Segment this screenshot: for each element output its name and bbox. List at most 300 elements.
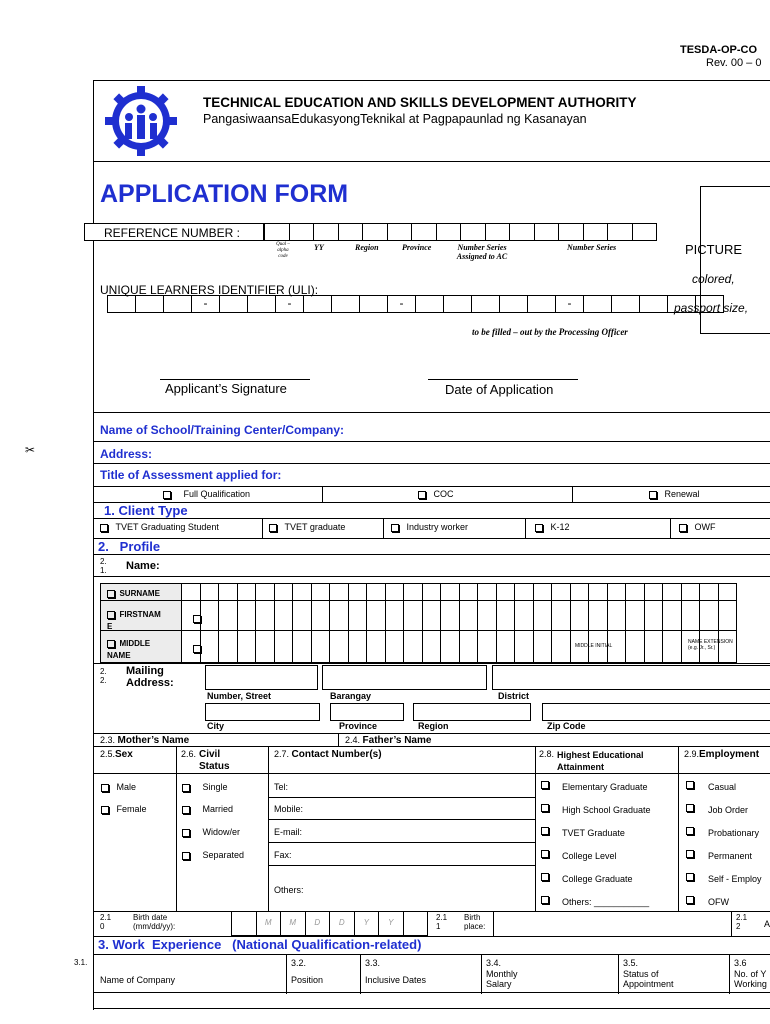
educ-college-grad: College Graduate <box>562 874 633 884</box>
divider <box>383 518 384 538</box>
emp-permanent-checkbox[interactable] <box>686 845 694 863</box>
name-letter-cell[interactable] <box>255 630 275 663</box>
contact-tel[interactable]: Tel: <box>274 782 289 792</box>
name-letter-cell[interactable] <box>274 583 294 601</box>
middlename-text: MIDDLE NAME <box>107 639 151 660</box>
checkbox-icon <box>686 781 694 789</box>
work-col-dates: Inclusive Dates <box>365 975 427 985</box>
birthdate-label: Birth date (mm/dd/yy): <box>133 913 176 931</box>
name-letter-cell[interactable] <box>551 600 571 631</box>
name-letter-cell[interactable] <box>607 600 627 631</box>
name-letter-cell[interactable] <box>440 583 460 601</box>
contact-number: 2.7. <box>274 749 290 759</box>
name-letter-cell[interactable] <box>459 583 479 601</box>
name-letter-cell[interactable] <box>477 583 497 601</box>
work-col-status: Status of Appointment <box>623 969 674 989</box>
name-letter-cell[interactable] <box>625 630 645 663</box>
educ-elementary-checkbox[interactable] <box>541 776 549 794</box>
reference-digit-cell[interactable] <box>534 223 560 241</box>
checkbox-icon <box>182 829 190 837</box>
option-label: TVET graduate <box>284 522 346 532</box>
divider <box>100 630 182 631</box>
name-letter-cell[interactable] <box>348 600 368 631</box>
zip-label: Zip Code <box>547 721 586 731</box>
uli-cells[interactable] <box>108 295 724 313</box>
number-street-field[interactable] <box>205 665 318 690</box>
reference-number-cells[interactable] <box>265 223 657 241</box>
divider <box>93 502 770 503</box>
option-label: OWF <box>694 522 716 532</box>
educ-tvet: TVET Graduate <box>562 828 625 838</box>
uli-digit-cell[interactable] <box>471 295 500 313</box>
emp-ofw-checkbox[interactable] <box>686 891 694 909</box>
uli-digit-cell[interactable]: - <box>275 295 304 313</box>
name-letter-cell[interactable] <box>385 583 405 601</box>
option-label: Full Qualification <box>183 489 251 499</box>
reference-digit-cell[interactable] <box>632 223 658 241</box>
mother-label: Mother’s Name <box>117 735 190 746</box>
reference-digit-cell[interactable] <box>411 223 437 241</box>
name-letter-cell[interactable] <box>403 583 423 601</box>
name-letter-cell[interactable] <box>662 583 682 601</box>
name-letter-cell[interactable] <box>329 600 349 631</box>
uli-digit-cell[interactable] <box>107 295 136 313</box>
name-letter-cell[interactable] <box>551 583 571 601</box>
checkbox-icon <box>182 806 190 814</box>
birthdate-cell[interactable] <box>231 911 257 936</box>
revision: Rev. 00 – 0 <box>706 57 762 69</box>
option-label: Single <box>202 782 228 792</box>
name-letter-cell[interactable] <box>403 600 423 631</box>
reference-digit-cell[interactable] <box>387 223 413 241</box>
uli-digit-cell[interactable] <box>359 295 388 313</box>
name-letter-cell[interactable] <box>496 583 516 601</box>
name-letter-cell[interactable] <box>255 600 275 631</box>
barangay-label: Barangay <box>330 691 372 701</box>
reference-digit-cell[interactable] <box>264 223 290 241</box>
reference-digit-cell[interactable] <box>485 223 511 241</box>
option-coc[interactable] <box>418 489 454 499</box>
checkbox-icon <box>101 784 109 792</box>
option-label: Separated <box>202 850 245 860</box>
mother-number: 2.3. <box>100 735 116 745</box>
name-letter-cell[interactable] <box>718 583 738 601</box>
divider <box>93 518 770 519</box>
emp-probationary-checkbox[interactable] <box>686 822 694 840</box>
checkbox-icon <box>686 850 694 858</box>
reference-digit-cell[interactable] <box>362 223 388 241</box>
name-letter-cell[interactable] <box>625 600 645 631</box>
region-field[interactable] <box>413 703 531 721</box>
firstname-ext-checkbox[interactable] <box>193 610 201 628</box>
reference-digit-cell[interactable] <box>607 223 633 241</box>
name-letter-cell[interactable] <box>644 630 664 663</box>
ref-sublabel-series: Number Series <box>567 243 617 252</box>
name-letter-cell[interactable] <box>625 583 645 601</box>
work-side-number: 3.1. <box>74 958 88 967</box>
name-letter-cell[interactable] <box>588 600 608 631</box>
name-letter-cell[interactable] <box>255 583 275 601</box>
name-letter-cell[interactable] <box>662 630 682 663</box>
option-label: Industry worker <box>406 522 469 532</box>
work-header: 3. Work Experience (National Qualification-related) <box>98 937 422 952</box>
educ-tvet-checkbox[interactable] <box>541 822 549 840</box>
client-owf[interactable] <box>679 522 716 532</box>
emp-joborder: Job Order <box>708 805 749 815</box>
uli-digit-cell[interactable] <box>247 295 276 313</box>
educ-college-level: College Level <box>562 851 617 861</box>
name-letter-cell[interactable] <box>588 583 608 601</box>
name-letter-cell[interactable] <box>477 630 497 663</box>
surname-cells[interactable] <box>182 583 737 601</box>
name-letter-cell[interactable] <box>644 600 664 631</box>
uli-digit-cell[interactable] <box>639 295 668 313</box>
name-letter-cell[interactable] <box>570 600 590 631</box>
checkbox-icon <box>541 873 549 881</box>
checkbox-icon <box>391 524 399 532</box>
name-letter-cell[interactable] <box>274 600 294 631</box>
divider <box>93 773 770 774</box>
contact-mobile[interactable]: Mobile: <box>274 804 304 814</box>
uli-digit-cell[interactable] <box>415 295 444 313</box>
uli-digit-cell[interactable] <box>163 295 192 313</box>
signature-label: Applicant’s Signature <box>165 381 287 396</box>
birthdate-cell[interactable]: D <box>329 911 355 936</box>
name-letter-cell[interactable] <box>514 600 534 631</box>
name-letter-cell[interactable] <box>181 583 201 601</box>
uli-digit-cell[interactable] <box>303 295 332 313</box>
province-label: Province <box>339 721 378 731</box>
name-letter-cell[interactable] <box>200 600 220 631</box>
checkbox-icon <box>193 615 201 623</box>
divider <box>493 911 494 936</box>
reference-digit-cell[interactable] <box>509 223 535 241</box>
scissors-icon: ✂ <box>25 443 36 457</box>
reference-digit-cell[interactable] <box>583 223 609 241</box>
uli-digit-cell[interactable] <box>499 295 528 313</box>
name-letter-cell[interactable] <box>644 583 664 601</box>
ref-sublabel-series-ac: Number Series Assigned to AC <box>456 243 508 261</box>
agency-tagline: PangasiwaansaEdukasyongTeknikal at Pagpapaunlad ng Kasanayan <box>203 112 587 126</box>
uli-label: UNIQUE LEARNERS IDENTIFIER (ULI): <box>100 283 319 297</box>
form-title: APPLICATION FORM <box>100 180 349 208</box>
work-col-position: Position <box>291 975 324 985</box>
sex-number: 2.5. <box>100 749 116 759</box>
date-label: Date of Application <box>445 382 554 397</box>
civil-married[interactable] <box>182 804 233 814</box>
father-name <box>345 735 431 746</box>
civil-number: 2.6. <box>181 749 197 759</box>
name-letter-cell[interactable] <box>440 600 460 631</box>
city-field[interactable] <box>205 703 320 721</box>
contact-label: Contact Number(s) <box>291 749 382 760</box>
name-letter-cell[interactable] <box>570 583 590 601</box>
work-col-years: No. of Y Working <box>734 969 767 989</box>
ref-sublabel-region: Region <box>355 243 379 252</box>
reference-digit-cell[interactable] <box>313 223 339 241</box>
option-label: Married <box>202 804 234 814</box>
name-letter-cell[interactable] <box>348 630 368 663</box>
educ-college-level-checkbox[interactable] <box>541 845 549 863</box>
divider <box>93 412 770 413</box>
name-letter-cell[interactable] <box>218 583 238 601</box>
emp-self-checkbox[interactable] <box>686 868 694 886</box>
sex-male[interactable] <box>101 782 136 792</box>
civil-single[interactable] <box>182 782 228 792</box>
client-k12[interactable] <box>535 522 570 532</box>
name-letter-cell[interactable] <box>496 600 516 631</box>
middlename-ext-checkbox[interactable] <box>193 640 201 658</box>
divider <box>286 954 287 994</box>
name-letter-cell[interactable] <box>311 630 331 663</box>
name-letter-cell[interactable] <box>533 583 553 601</box>
contact-email[interactable]: E-mail: <box>274 827 303 837</box>
uli-digit-cell[interactable] <box>583 295 612 313</box>
birthdate-cell[interactable]: D <box>305 911 331 936</box>
profile-header: 2. Profile <box>98 539 161 554</box>
name-letter-cell[interactable] <box>366 630 386 663</box>
name-letter-cell[interactable] <box>514 583 534 601</box>
client-tvet-graduating[interactable] <box>100 522 219 532</box>
name-letter-cell[interactable] <box>422 600 442 631</box>
birthdate-cell[interactable]: M <box>256 911 282 936</box>
uli-digit-cell[interactable]: - <box>387 295 416 313</box>
name-letter-cell[interactable] <box>440 630 460 663</box>
divider <box>93 1008 770 1009</box>
picture-note-2: passport size, <box>674 301 749 315</box>
name-letter-cell[interactable] <box>422 630 442 663</box>
name-letter-cell[interactable] <box>385 630 405 663</box>
name-letter-cell[interactable] <box>551 630 571 663</box>
divider <box>93 746 770 747</box>
contact-others[interactable]: Others: <box>274 885 304 895</box>
age-number: 2.1 2 <box>736 913 748 931</box>
birthplace-number: 2.1 1 <box>436 913 448 931</box>
uli-digit-cell[interactable]: - <box>191 295 220 313</box>
divider <box>268 842 535 843</box>
sex-female[interactable] <box>101 804 147 814</box>
name-letter-cell[interactable] <box>422 583 442 601</box>
province-field[interactable] <box>330 703 404 721</box>
option-label: TVET Graduating Student <box>115 522 219 532</box>
birthdate-number: 2.1 0 <box>100 913 112 931</box>
divider <box>678 746 679 911</box>
uli-digit-cell[interactable] <box>695 295 724 313</box>
name-letter-cell[interactable] <box>200 630 220 663</box>
uli-digit-cell[interactable] <box>443 295 472 313</box>
divider <box>93 954 770 955</box>
name-letter-cell[interactable] <box>607 583 627 601</box>
tesda-logo-icon <box>102 84 180 158</box>
client-industry-worker[interactable] <box>391 522 468 532</box>
work-col-company: Name of Company <box>100 975 176 985</box>
civil-label: Civil Status <box>199 749 230 772</box>
educ-elementary: Elementary Graduate <box>562 782 648 792</box>
divider <box>93 911 770 912</box>
work-col-position-num: 3.2. <box>291 958 307 968</box>
emp-casual-checkbox[interactable] <box>686 776 694 794</box>
client-tvet-graduate[interactable] <box>269 522 345 532</box>
middle-initial-label: MIDDLE INITIAL <box>575 643 613 649</box>
divider <box>481 954 482 994</box>
zip-field[interactable] <box>542 703 770 721</box>
name-letter-cell[interactable] <box>237 630 257 663</box>
name-letter-cell[interactable] <box>662 600 682 631</box>
name-letter-cell[interactable] <box>366 583 386 601</box>
name-letter-cell[interactable] <box>459 630 479 663</box>
emp-label: Employment <box>699 749 760 760</box>
option-label: Male <box>116 782 137 792</box>
birthdate-cell[interactable]: M <box>280 911 306 936</box>
civil-separated[interactable] <box>182 850 244 860</box>
work-col-dates-num: 3.3. <box>365 958 381 968</box>
educ-college-grad-checkbox[interactable] <box>541 868 549 886</box>
uli-digit-cell[interactable] <box>611 295 640 313</box>
checkbox-icon <box>541 827 549 835</box>
birthdate-cell[interactable]: Y <box>354 911 380 936</box>
name-letter-cell[interactable] <box>311 600 331 631</box>
divider <box>535 746 536 911</box>
uli-digit-cell[interactable] <box>219 295 248 313</box>
name-letter-cell[interactable] <box>292 600 312 631</box>
checkbox-icon <box>535 524 543 532</box>
emp-ofw: OFW <box>708 897 729 907</box>
processing-note: to be filled – out by the Processing Officer <box>472 327 628 337</box>
name-letter-cell[interactable] <box>237 583 257 601</box>
checkbox-icon <box>541 781 549 789</box>
birthplace-label: Birth place: <box>464 913 486 931</box>
name-letter-cell[interactable] <box>699 583 719 601</box>
barangay-field[interactable] <box>322 665 487 690</box>
name-label: Name: <box>126 560 160 572</box>
checkbox-icon <box>182 784 190 792</box>
educ-others-checkbox[interactable] <box>541 891 549 909</box>
checkbox-icon <box>541 804 549 812</box>
option-label: COC <box>433 489 454 499</box>
name-letter-cell[interactable] <box>200 583 220 601</box>
option-renewal[interactable] <box>649 489 700 499</box>
name-letter-cell[interactable] <box>459 600 479 631</box>
name-letter-cell[interactable] <box>533 630 553 663</box>
divider <box>338 733 339 746</box>
reference-digit-cell[interactable] <box>436 223 462 241</box>
option-full-qualification[interactable] <box>163 489 250 499</box>
name-letter-cell[interactable] <box>385 600 405 631</box>
name-letter-cell[interactable] <box>274 630 294 663</box>
divider <box>268 819 535 820</box>
reference-digit-cell[interactable] <box>558 223 584 241</box>
divider <box>268 865 535 866</box>
checkbox-icon <box>541 850 549 858</box>
father-number: 2.4. <box>345 735 361 745</box>
middlename-cells[interactable] <box>182 630 737 663</box>
name-letter-cell[interactable] <box>681 600 701 631</box>
name-letter-cell[interactable] <box>477 600 497 631</box>
divider <box>670 518 671 538</box>
uli-digit-cell[interactable]: - <box>555 295 584 313</box>
name-letter-cell[interactable] <box>292 630 312 663</box>
educ-others: Others: ___________ <box>562 897 650 907</box>
name-letter-cell[interactable] <box>218 600 238 631</box>
educ-label: Highest Educational Attainment <box>557 750 644 772</box>
divider <box>262 518 263 538</box>
civil-widow[interactable] <box>182 827 240 837</box>
picture-note-1: colored, <box>692 272 735 286</box>
divider <box>618 954 619 994</box>
address-label: Address: <box>100 447 153 461</box>
birthdate-cell[interactable]: Y <box>378 911 404 936</box>
uli-digit-cell[interactable] <box>527 295 556 313</box>
father-label: Father’s Name <box>362 735 432 746</box>
name-letter-cell[interactable] <box>329 630 349 663</box>
emp-number: 2.9. <box>684 749 700 759</box>
contact-fax[interactable]: Fax: <box>274 850 292 860</box>
checkbox-icon <box>686 827 694 835</box>
reference-digit-cell[interactable] <box>289 223 315 241</box>
checkbox-icon <box>107 590 115 598</box>
option-label: Renewal <box>664 489 700 499</box>
uli-digit-cell[interactable] <box>135 295 164 313</box>
reference-digit-cell[interactable] <box>460 223 486 241</box>
name-letter-cell[interactable] <box>699 600 719 631</box>
uli-digit-cell[interactable] <box>667 295 696 313</box>
district-field[interactable] <box>492 665 770 690</box>
firstname-text: FIRSTNAM E <box>107 610 161 631</box>
divider <box>93 663 770 664</box>
name-letter-cell[interactable] <box>329 583 349 601</box>
divider <box>93 576 770 577</box>
work-col-salary: Monthly Salary <box>486 969 518 989</box>
signature-line <box>160 379 310 380</box>
birthdate-cells[interactable] <box>232 911 428 936</box>
region-label: Region <box>418 721 449 731</box>
checkbox-icon <box>193 645 201 653</box>
emp-joborder-checkbox[interactable] <box>686 799 694 817</box>
mother-name <box>100 735 189 746</box>
name-letter-cell[interactable] <box>718 600 738 631</box>
name-letter-cell[interactable] <box>218 630 238 663</box>
name-letter-cell[interactable] <box>292 583 312 601</box>
name-letter-cell[interactable] <box>681 583 701 601</box>
name-letter-cell[interactable] <box>311 583 331 601</box>
mailing-number: 2. 2. <box>100 667 107 685</box>
birthdate-cell[interactable] <box>403 911 429 936</box>
form-code: TESDA-OP-CO <box>680 44 757 56</box>
educ-highschool-checkbox[interactable] <box>541 799 549 817</box>
name-letter-cell[interactable] <box>514 630 534 663</box>
reference-digit-cell[interactable] <box>338 223 364 241</box>
divider <box>360 954 361 994</box>
district-label: District <box>498 691 530 701</box>
checkbox-icon <box>686 804 694 812</box>
uli-digit-cell[interactable] <box>331 295 360 313</box>
emp-permanent: Permanent <box>708 851 753 861</box>
name-letter-cell[interactable] <box>348 583 368 601</box>
firstname-cells[interactable] <box>182 600 737 631</box>
ref-sublabel-yy: YY <box>314 243 324 252</box>
checkbox-icon <box>649 491 657 499</box>
age-label: A <box>764 919 770 929</box>
divider <box>268 746 269 911</box>
name-letter-cell[interactable] <box>237 600 257 631</box>
name-letter-cell[interactable] <box>403 630 423 663</box>
name-letter-cell[interactable] <box>533 600 553 631</box>
form-frame <box>93 80 770 1010</box>
picture-title: PICTURE <box>685 242 743 257</box>
ref-sublabel-province: Province <box>402 243 432 252</box>
name-letter-cell[interactable] <box>366 600 386 631</box>
name-letter-cell[interactable] <box>496 630 516 663</box>
